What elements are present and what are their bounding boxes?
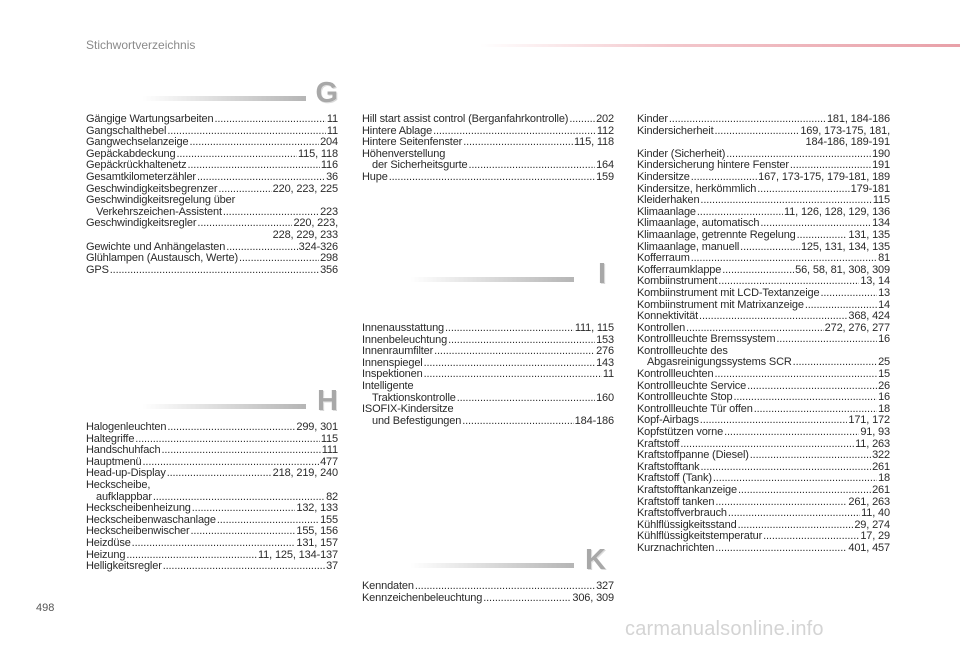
entry-pages: 202 (596, 113, 614, 125)
entry-pages: 81 (878, 252, 890, 265)
entry-pages: 169, 173-175, 181, (800, 124, 890, 137)
entry-term: Heizdüse (86, 536, 131, 549)
entry-pages: 131, 157 (296, 536, 338, 549)
entry-term: Kindersicherheit (637, 124, 714, 137)
entry-term: Kurznachrichten (637, 541, 715, 554)
entry-pages: 190 (872, 147, 890, 160)
entry-term: und Befestigungen (372, 414, 462, 427)
entry-term: aufklappbar (96, 490, 152, 503)
index-entry (637, 195, 890, 207)
entry-pages: 191 (872, 159, 890, 172)
entry-term: Klimaanlage, manuell (637, 240, 740, 253)
entry-term: Kenndaten (362, 580, 414, 592)
entry-term: Innenausstattung (362, 322, 445, 334)
entry-pages: 134 (872, 217, 890, 230)
entry-pages: 322 (872, 449, 890, 462)
entry-pages: 11, 263 (855, 437, 890, 450)
entry-term: Kleiderhaken (637, 194, 700, 207)
index-entry (637, 114, 890, 126)
section-divider (142, 96, 306, 101)
entry-pages: 261 (872, 484, 890, 496)
entry-pages: 11 (326, 124, 338, 137)
entry-pages: 298 (320, 252, 338, 265)
index-list-k-continued (637, 114, 890, 555)
entry-pages: 13, 14 (860, 275, 890, 288)
entry-term: Kraftstoff (Tank) (637, 472, 712, 485)
entry-pages: 125, 131, 134, 135 (800, 240, 890, 253)
entry-pages: 115 (872, 194, 890, 207)
entry-term: Kontrollen (637, 321, 686, 334)
entry-term: Kraftstoff (637, 437, 680, 450)
entry-term: Head-up-Display (86, 467, 166, 480)
entry-term: Geschwindigkeitsregler (86, 217, 197, 230)
index-entry-continuation: 228, 229, 233 (272, 228, 338, 241)
entry-pages: 115, 118 (574, 136, 614, 149)
entry-pages: 111 (321, 444, 338, 457)
entry-pages: 56, 58, 81, 308, 309 (795, 263, 890, 276)
index-entry (86, 253, 338, 265)
entry-pages: 401, 457 (848, 541, 890, 554)
entry-pages: 91, 93 (860, 426, 890, 439)
entry-term: Kraftstoffverbrauch (637, 507, 727, 520)
entry-term: Kofferraumklappe (637, 263, 722, 276)
entry-term: Kontrollleuchte Tür offen (637, 402, 753, 415)
entry-pages: 16 (878, 333, 890, 346)
entry-pages: 368, 424 (848, 310, 890, 323)
header-accent-bar (480, 44, 960, 47)
entry-term: Kühlflüssigkeitsstand (637, 518, 737, 531)
entry-pages: 36 (326, 170, 338, 183)
index-entry (86, 114, 338, 126)
entry-term: Handschuhfach (86, 444, 161, 457)
entry-pages: 261, 263 (848, 495, 890, 508)
index-entry (86, 172, 338, 184)
index-entry-heading: Geschwindigkeitsregelung über (86, 194, 236, 207)
entry-pages: 115 (320, 432, 338, 445)
entry-term: der Sicherheitsgurte (372, 159, 468, 172)
entry-term: Gepäckabdeckung (86, 147, 176, 160)
index-entry (637, 311, 890, 323)
entry-term: Kindersitze, herkömmlich (637, 182, 757, 195)
index-entry (362, 581, 614, 593)
index-entry (637, 288, 890, 300)
entry-pages: 155, 156 (296, 525, 338, 538)
entry-pages: 116 (320, 159, 338, 172)
section-divider (410, 277, 574, 282)
index-entry-heading: ISOFIX-Kindersitze (362, 403, 454, 416)
entry-pages: 11, 126, 128, 129, 136 (784, 205, 890, 218)
index-entry (86, 265, 338, 277)
page-header-title: Stichwortverzeichnis (86, 38, 196, 52)
entry-pages: 160 (596, 391, 614, 404)
entry-pages: 223 (320, 205, 338, 218)
entry-term: Hintere Ablage (362, 124, 433, 137)
index-list-g (86, 114, 338, 276)
entry-term: Geschwindigkeitsbegrenzer (86, 182, 218, 195)
entry-pages: 82 (326, 490, 338, 503)
index-list-h-continued (362, 114, 614, 184)
entry-pages: 218, 219, 240 (272, 467, 338, 480)
entry-term: Kontrollleuchte Bremssystem (637, 333, 776, 346)
entry-pages: 16 (878, 391, 890, 404)
entry-term: Kraftstofftank (637, 460, 700, 473)
entry-pages: 37 (326, 560, 338, 573)
entry-term: Kontrollleuchten (637, 368, 714, 381)
entry-term: Helligkeitsregler (86, 560, 162, 573)
entry-pages: 131, 135 (848, 228, 890, 241)
entry-term: Innenspiegel (362, 356, 423, 369)
entry-term: Hill start assist control (Berganfahrkontrolle) (362, 113, 569, 125)
index-entry-heading: Kontrollleuchte des (637, 344, 728, 357)
section-letter: G (315, 77, 338, 109)
entry-pages: 220, 223, (293, 217, 338, 230)
entry-term: Gangschalthebel (86, 124, 167, 137)
entry-pages: 299, 301 (296, 421, 338, 433)
index-entry (86, 422, 338, 434)
entry-pages: 18 (878, 402, 890, 415)
section-divider (410, 563, 574, 568)
entry-pages: 327 (596, 580, 614, 592)
section-header-g (142, 77, 342, 109)
entry-term: Klimaanlage, automatisch (637, 217, 760, 230)
entry-pages: 159 (596, 170, 614, 183)
entry-pages: 164 (596, 159, 614, 172)
index-entry (637, 253, 890, 265)
entry-term: Gesamtkilometerzähler (86, 170, 196, 183)
entry-term: Kraftstoffpanne (Diesel) (637, 449, 749, 462)
entry-term: Kofferraum (637, 252, 690, 265)
entry-term: Kontrollleuchte Stop (637, 391, 733, 404)
entry-pages: 204 (320, 136, 338, 149)
index-list-k (362, 581, 614, 604)
entry-pages: 132, 133 (296, 502, 338, 515)
entry-term: Kindersicherung hintere Fenster (637, 159, 789, 172)
entry-term: Kopfstützen vorne (637, 426, 724, 439)
section-letter: K (585, 544, 606, 576)
entry-pages: 18 (878, 472, 890, 485)
entry-term: Innenbeleuchtung (362, 333, 448, 346)
entry-term: Verkehrszeichen-Assistent (96, 205, 222, 218)
entry-pages: 25 (878, 356, 890, 369)
entry-pages: 306, 309 (572, 591, 614, 604)
entry-term: Halogenleuchten (86, 421, 167, 433)
index-entry (86, 538, 338, 550)
entry-term: Hauptmenü (86, 455, 142, 468)
entry-pages: 167, 173-175, 179-181, 189 (758, 170, 890, 183)
index-entry (86, 561, 338, 573)
index-entry (637, 230, 890, 242)
entry-pages: 112 (596, 124, 614, 137)
entry-pages: 179-181 (850, 182, 890, 195)
entry-term: Heckscheibenwischer (86, 525, 190, 538)
entry-pages: 171, 172 (848, 414, 890, 427)
entry-term: Heizung (86, 548, 126, 561)
index-entry (637, 172, 890, 184)
index-entry (362, 172, 614, 184)
entry-term: Klimaanlage, getrennte Regelung (637, 228, 796, 241)
index-list-i (362, 323, 614, 427)
entry-term: Kinder (637, 113, 668, 125)
entry-pages: 181, 184-186 (826, 113, 890, 125)
index-entry (362, 593, 614, 605)
entry-term: Gängige Wartungsarbeiten (86, 113, 214, 125)
entry-term: Kennzeichenbeleuchtung (362, 591, 483, 604)
entry-pages: 11 (326, 113, 338, 125)
entry-term: Kontrollleuchte Service (637, 379, 747, 392)
entry-term: Inspektionen (362, 368, 423, 381)
entry-term: Abgasreinigungssystems SCR (647, 356, 792, 369)
entry-pages: 155 (320, 513, 338, 526)
entry-pages: 13 (878, 286, 890, 299)
index-entry (637, 543, 890, 555)
entry-pages: 153 (596, 333, 614, 346)
index-entry (637, 427, 890, 439)
index-list-h (86, 422, 338, 573)
entry-pages: 29, 274 (854, 518, 890, 531)
entry-term: Kindersitze (637, 170, 690, 183)
index-entry-heading: Höhenverstellung (362, 147, 446, 160)
entry-term: Kopf-Airbags (637, 414, 699, 427)
index-entry (86, 503, 338, 515)
entry-term: Gewichte und Anhängelasten (86, 240, 226, 253)
entry-pages: 15 (878, 368, 890, 381)
entry-pages: 220, 223, 225 (272, 182, 338, 195)
entry-pages: 11, 40 (861, 507, 890, 520)
entry-term: Kinder (Sicherheit) (637, 147, 726, 160)
page-number: 498 (36, 602, 55, 614)
index-entry-continuation: 184-186, 189-191 (805, 136, 890, 149)
entry-term: Hintere Seitenfenster (362, 136, 463, 149)
entry-term: Kombiinstrument (637, 275, 718, 288)
entry-term: GPS (86, 263, 109, 276)
entry-term: Konnektivität (637, 310, 699, 323)
index-entry (637, 369, 890, 381)
section-header-h (142, 385, 342, 417)
entry-pages: 276 (596, 345, 614, 358)
section-header-k (410, 544, 610, 576)
entry-term: Kühlflüssigkeitstemperatur (637, 530, 763, 543)
entry-term: Gangwechselanzeige (86, 136, 189, 149)
entry-term: Gepäckrückhaltenetz (86, 159, 187, 172)
entry-term: Heckscheibenwaschanlage (86, 513, 216, 526)
entry-pages: 115, 118 (298, 147, 338, 160)
index-entry (637, 485, 890, 497)
entry-pages: 356 (320, 263, 338, 276)
entry-pages: 324-326 (298, 240, 338, 253)
entry-pages: 143 (596, 356, 614, 369)
index-entry (362, 160, 614, 172)
entry-pages: 272, 276, 277 (824, 321, 890, 334)
entry-term: Kraftstoff tanken (637, 495, 715, 508)
index-entry-heading: Heckscheibe, (86, 478, 151, 491)
entry-pages: 261 (872, 460, 890, 473)
index-entry-heading: Intelligente (362, 379, 414, 392)
entry-term: Hupe (362, 170, 388, 183)
entry-term: Kombiinstrument mit Matrixanzeige (637, 298, 804, 311)
entry-pages: 26 (878, 379, 890, 392)
index-entry (362, 323, 614, 335)
entry-pages: 111, 115 (574, 322, 614, 334)
entry-pages: 11, 125, 134-137 (258, 548, 338, 561)
index-entry (362, 416, 614, 428)
watermark: carmanualsonline.info (625, 618, 824, 640)
entry-term: Kombiinstrument mit LCD-Textanzeige (637, 286, 820, 299)
entry-term: Kraftstofftankanzeige (637, 484, 737, 496)
entry-term: Heckscheibenheizung (86, 502, 191, 515)
section-header-i (410, 258, 610, 290)
entry-pages: 477 (320, 455, 338, 468)
entry-pages: 17, 29 (860, 530, 890, 543)
section-letter: H (317, 385, 338, 417)
section-divider (142, 404, 306, 409)
entry-term: Klimaanlage (637, 205, 696, 218)
entry-term: Glühlampen (Austausch, Werte) (86, 252, 238, 265)
entry-term: Innenraumfilter (362, 345, 434, 358)
section-letter: I (597, 258, 606, 290)
index-entry (362, 114, 614, 126)
entry-term: Traktionskontrolle (372, 391, 456, 404)
entry-pages: 184-186 (574, 414, 614, 427)
entry-term: Haltegriffe (86, 432, 135, 445)
entry-pages: 14 (878, 298, 890, 311)
entry-pages: 11 (602, 368, 614, 381)
